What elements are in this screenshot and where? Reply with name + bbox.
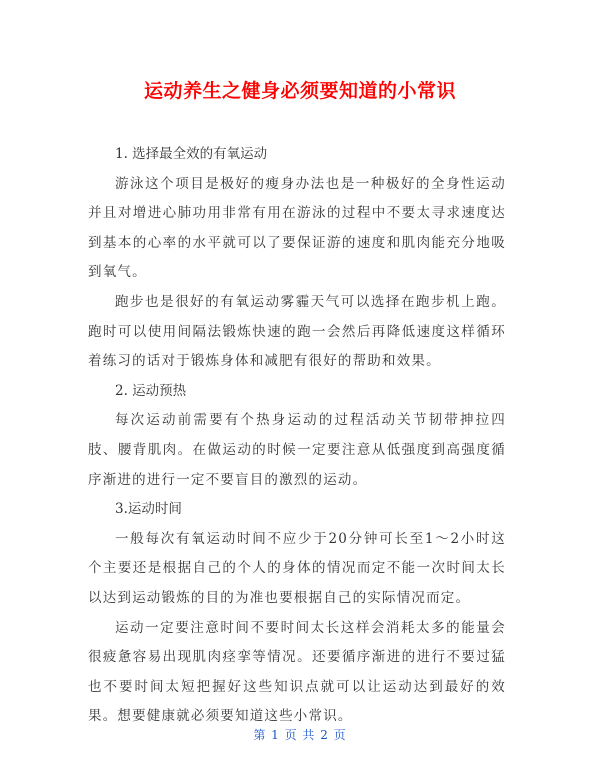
- page-number-footer: 第 1 页 共 2 页: [253, 728, 347, 742]
- document-body: [88, 140, 506, 732]
- paragraph: 运动一定要注意时间不要时间太长这样会消耗太多的能量会很疲惫容易出现肌肉痉挛等情况。还要循序渐进的进行不要过猛也不要时间太短把握好这些知识点就可以让运动达到最好的效果。想要健康就必须要知道这些小常识。: [88, 619, 506, 725]
- document-title: 运动养生之健身必须要知道的小常识: [143, 80, 456, 102]
- section-heading-1: 1. 选择最全效的有氧运动: [115, 146, 268, 162]
- paragraph: 跑步也是很好的有氧运动雾霾天气可以选择在跑步机上跑。跑时可以使用间隔法锻炼快速的跑一会然后再降低速度这样循环着练习的话对于锻炼身体和减肥有很好的帮助和效果。: [88, 293, 506, 370]
- section-heading-3: 3.运动时间: [115, 501, 182, 518]
- paragraph: 每次运动前需要有个热身运动的过程活动关节韧带抻拉四肢、腰背肌肉。在做运动的时候一定要注意从低强度到高强度循序渐进的进行一定不要盲目的激烈的运动。: [88, 412, 506, 488]
- section-heading-2: 2. 运动预热: [115, 382, 187, 399]
- paragraph: 一般每次有氧运动时间不应少于20分钟可长至1～2小时这个主要还是根据自己的个人的身体的情况而定不能一次时间太长以达到运动锻炼的目的为准也要根据自己的实际情况而定。: [88, 530, 506, 606]
- paragraph: 游泳这个项目是极好的瘦身办法也是一种极好的全身性运动并且对增进心肺功用非常有用在游泳的过程中不要太寻求速度达到基本的心率的水平就可以了要保证游的速度和肌肉能充分地吸到氧气。: [88, 175, 506, 281]
